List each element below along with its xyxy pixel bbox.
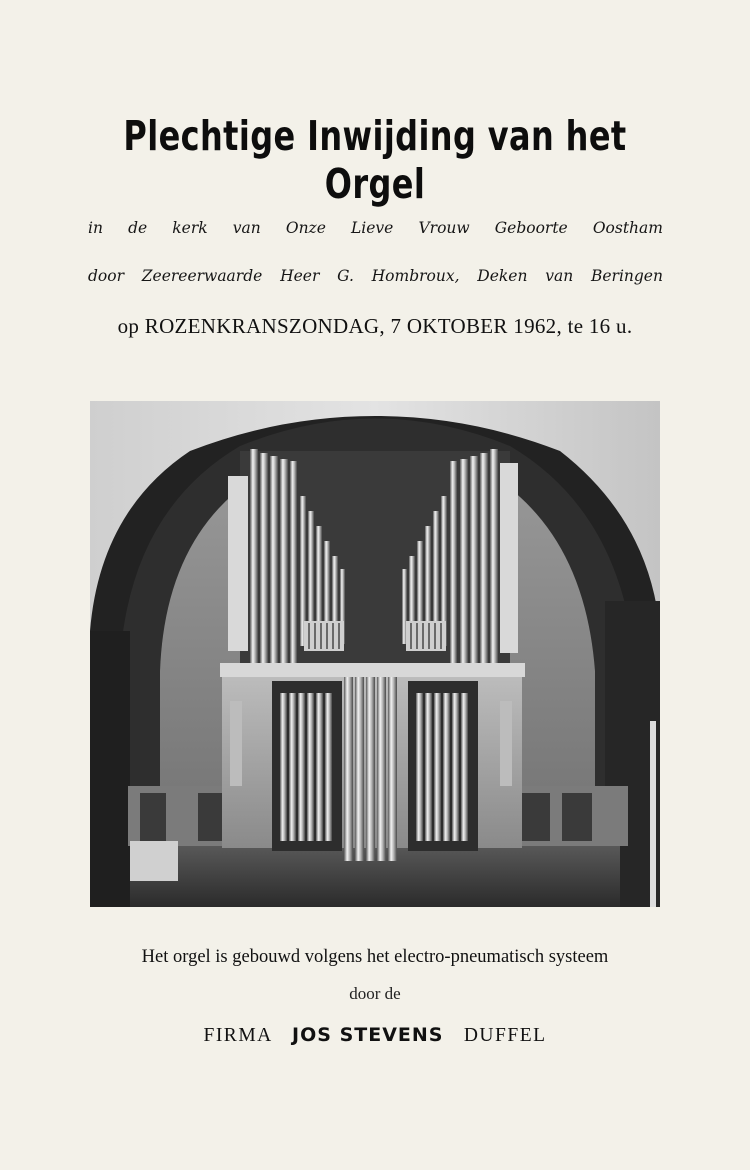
word: Heer [280, 267, 320, 285]
firm-line [0, 1024, 750, 1047]
ceremony-date: op ROZENKRANSZONDAG, 7 OKTOBER 1962, te 16 u. [117, 314, 633, 338]
word: de [128, 219, 148, 237]
word: kerk [172, 219, 208, 237]
page-title: Plechtige Inwijding van het Orgel [123, 112, 627, 208]
word: Oostham [592, 219, 663, 237]
word: G. [337, 267, 354, 285]
church-line [88, 219, 663, 237]
organ-photo [90, 401, 660, 907]
word: Hombroux, [371, 267, 460, 285]
word: Zeereerwaarde [141, 267, 263, 285]
word: Onze [285, 219, 326, 237]
system-caption: Het orgel is gebouwd volgens het electro-pneumatisch systeem [141, 947, 609, 967]
firm-prefix: FIRMA [203, 1025, 272, 1046]
word: Geboorte [494, 219, 568, 237]
word: van [545, 267, 574, 285]
word: Deken [477, 267, 528, 285]
word: in [88, 219, 103, 237]
firm-city: DUFFEL [463, 1025, 547, 1046]
officiant-line [88, 267, 663, 285]
word: door [88, 267, 124, 285]
by-caption: door de [349, 984, 401, 1003]
word: Vrouw [418, 219, 470, 237]
word: van [232, 219, 261, 237]
word: Beringen [590, 267, 663, 285]
firm-name: JOS STEVENS [292, 1024, 444, 1046]
word: Lieve [351, 219, 394, 237]
